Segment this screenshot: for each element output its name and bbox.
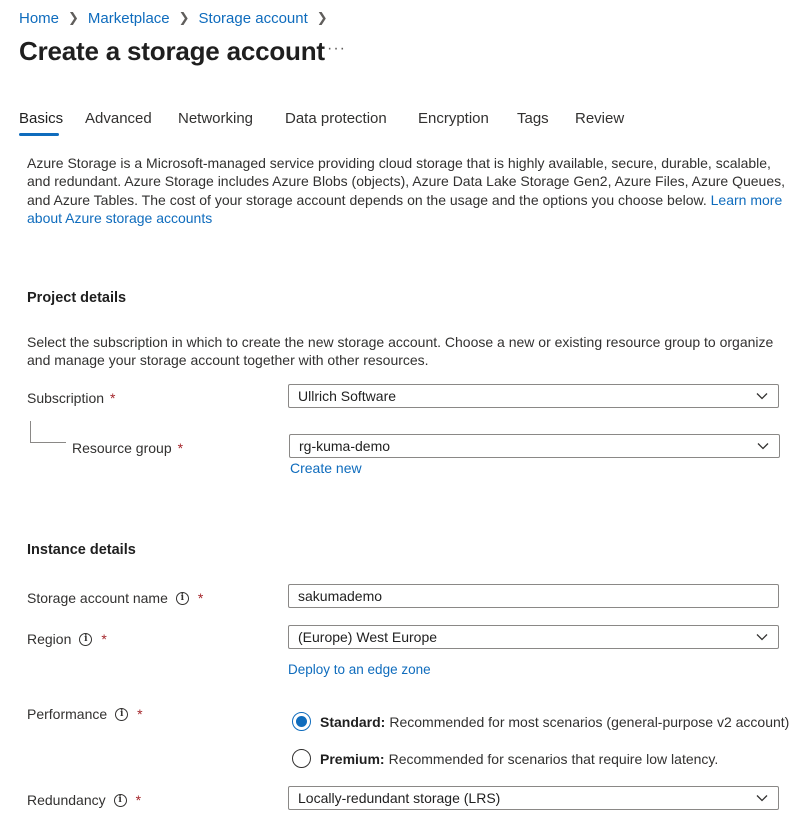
chevron-right-icon: ❯ [178,10,190,25]
tab-review[interactable]: Review [575,110,625,127]
info-icon[interactable]: i [115,708,128,721]
breadcrumb-storage-account[interactable]: Storage account [198,9,308,27]
region-label: Region i * [27,631,107,647]
deploy-edge-zone-link[interactable]: Deploy to an edge zone [288,662,431,677]
redundancy-select[interactable]: Locally-redundant storage (LRS) [288,786,779,810]
create-new-resource-group-link[interactable]: Create new [290,460,362,476]
performance-label: Performance i * [27,706,143,722]
tab-encryption[interactable]: Encryption [418,110,489,127]
project-details-heading: Project details [27,290,127,306]
redundancy-label: Redundancy i * [27,792,142,808]
radio-button-selected[interactable] [292,712,311,731]
tab-data-protection[interactable]: Data protection [285,110,387,127]
resource-group-select[interactable]: rg-kuma-demo [289,434,780,458]
breadcrumb-marketplace[interactable]: Marketplace [87,9,170,27]
info-icon[interactable]: i [176,592,189,605]
more-options-icon[interactable]: ··· [327,40,346,57]
required-marker: * [137,706,143,722]
instance-details-heading: Instance details [27,542,136,558]
performance-option-premium[interactable]: Premium: Recommended for scenarios that require low latency. [292,749,718,768]
required-marker: * [101,631,107,647]
intro-text [27,154,787,228]
chevron-down-icon [755,791,769,805]
required-marker: * [197,590,204,606]
required-marker: * [110,390,116,406]
chevron-right-icon: ❯ [68,10,79,25]
resource-group-label: Resource group * [72,440,184,456]
subscription-label: Subscription * [27,390,116,406]
radio-button[interactable] [292,749,311,768]
breadcrumb [19,8,337,28]
tab-networking[interactable]: Networking [178,110,254,127]
chevron-down-icon [755,389,769,403]
tree-connector [30,421,66,443]
storage-account-name-label: Storage account name i * [27,590,204,606]
chevron-right-icon: ❯ [316,10,328,25]
project-details-description: Select the subscription in which to create the new storage account. Choose a new or existing resource group to organize and manage your storage account together with other resources. [27,334,774,369]
chevron-down-icon [755,630,769,644]
required-marker: * [177,440,184,456]
intro-description: Azure Storage is a Microsoft-managed service providing cloud storage that is highly available, secure, durable, scalable, and redundant. Azure Storage includes Azure Blobs (objects), Azure Data Lake Storage Gen2, Azure Files, Azure Queues, and Azure Tables. The cost of your storage account depends on the usage and the options you choose below. [27,155,786,208]
learn-more-link[interactable]: Learn more about Azure storage accounts [27,191,783,227]
tab-advanced[interactable]: Advanced [85,110,152,127]
info-icon[interactable]: i [79,633,92,646]
info-icon[interactable]: i [114,794,127,807]
region-select[interactable]: (Europe) West Europe [288,625,779,649]
required-marker: * [135,792,142,808]
storage-account-name-input[interactable]: sakumademo [288,584,779,608]
subscription-select[interactable]: Ullrich Software [288,384,779,408]
page-title: Create a storage account [19,36,325,66]
tab-tags[interactable]: Tags [517,110,549,127]
tab-basics[interactable]: Basics [19,110,64,127]
performance-option-standard[interactable]: Standard: Recommended for most scenarios (general-purpose v2 account) [292,712,789,731]
breadcrumb-home[interactable]: Home [19,9,60,27]
active-tab-indicator [19,133,59,136]
chevron-down-icon [756,439,770,453]
